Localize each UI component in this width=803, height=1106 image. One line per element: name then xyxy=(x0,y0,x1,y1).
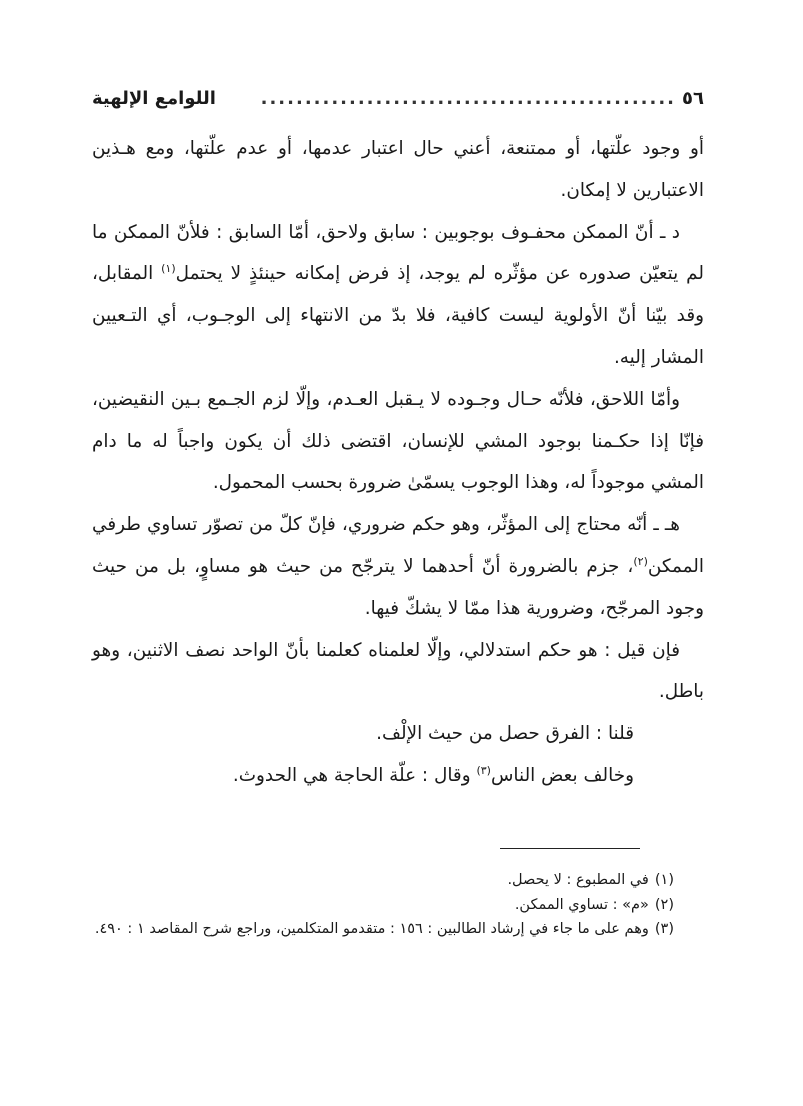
paragraph-1: أو وجود علّتها، أو ممتنعة، أعني حال اعتبار عدمها، أو عدم علّتها، ومع هـذين الاعتبارين لا إمكان. xyxy=(92,138,704,201)
footnote-divider xyxy=(500,848,640,849)
running-title: اللوامع الإلهية xyxy=(92,88,216,109)
paragraph-4 xyxy=(92,504,704,629)
footnotes xyxy=(92,868,674,942)
paragraph-7-part-2: وقال : علّة الحاجة هي الحدوث. xyxy=(232,764,477,786)
paragraph-2-part-1: د ـ أنّ الممكن محفـوف بوجوبين : سابق ولاحق، أمّا السابق : فلأنّ الممكن ما لم يتعيّن صدوره عن مؤثّره لم يوجد، إذ فرض إمكانه حينئذٍ لا يحتمل xyxy=(92,221,704,285)
footnote-number: (٣) xyxy=(654,921,674,937)
paragraph-3: وأمّا اللاحق، فلأنّه حـال وجـوده لا يـقبل العـدم، وإلّا لزم الجـمع بـين النقيضين، فإنّا إذا حكـمنا بوجود المشي للإنسان، اقتضى ذلك أن يكون واجباً له ما دام المشي موجوداً له، وهذا الوجوب يسمّىٰ ضرورة بحسب المحمول. xyxy=(92,388,704,494)
paragraph-4-part-1: هـ ـ أنّه محتاج إلى المؤثّر، وهو حكم ضروري، فإنّ كلّ من تصوّر تساوي طرفي الممكن xyxy=(92,514,704,577)
paragraph-5: فإن قيل : هو حكم استدلالي، وإلّا لعلمناه كعلمنا بأنّ الواحد نصف الاثنين، وهو باطل. xyxy=(92,639,704,703)
footnote-number: (٢) xyxy=(654,896,674,913)
footnote-ref-3[interactable]: (٣) xyxy=(476,763,491,777)
footnote-3 xyxy=(92,917,674,942)
footnote-text: «م» : تساوي الممكن. xyxy=(514,896,649,913)
footnote-ref-2[interactable]: (٢) xyxy=(633,554,648,568)
page-content xyxy=(92,88,704,797)
paragraph-7 xyxy=(92,755,704,797)
body-text xyxy=(92,128,704,797)
footnote-ref-1[interactable]: (١) xyxy=(161,262,176,276)
footnote-text: في المطبوع : لا يحصل. xyxy=(507,872,649,888)
footnote-1 xyxy=(92,868,674,893)
page-number: ٥٦ xyxy=(682,88,704,109)
footnote-text: وهم على ما جاء في إرشاد الطالبين : ١٥٦ : متقدمو المتكلمين، وراجع شرح المقاصد ١ : ٤٩٠. xyxy=(94,921,649,937)
paragraph-6: قلنا : الفرق حصل من حيث الإلْف. xyxy=(376,723,634,745)
footnote-2 xyxy=(92,893,674,918)
running-header xyxy=(92,88,704,128)
header-leader-dots: ............................................... xyxy=(260,88,677,109)
paragraph-2 xyxy=(92,212,704,379)
paragraph-2-part-2: المقابل، وقد بيّنا أنّ الأولوية ليست كافية، فلا بدّ من الانتهاء إلى الوجـوب، أي التـعيين المشار إليه. xyxy=(92,263,704,368)
paragraph-4-part-2: ، جزم بالضرورة أنّ أحدهما لا يترجّح من حيث هو مساوٍ، بل من حيث وجود المرجّح، وضرورية هذا ممّا لا يشكّ فيها. xyxy=(92,555,704,619)
paragraph-7-part-1: وخالف بعض الناس xyxy=(490,764,634,786)
footnote-number: (١) xyxy=(654,872,674,888)
